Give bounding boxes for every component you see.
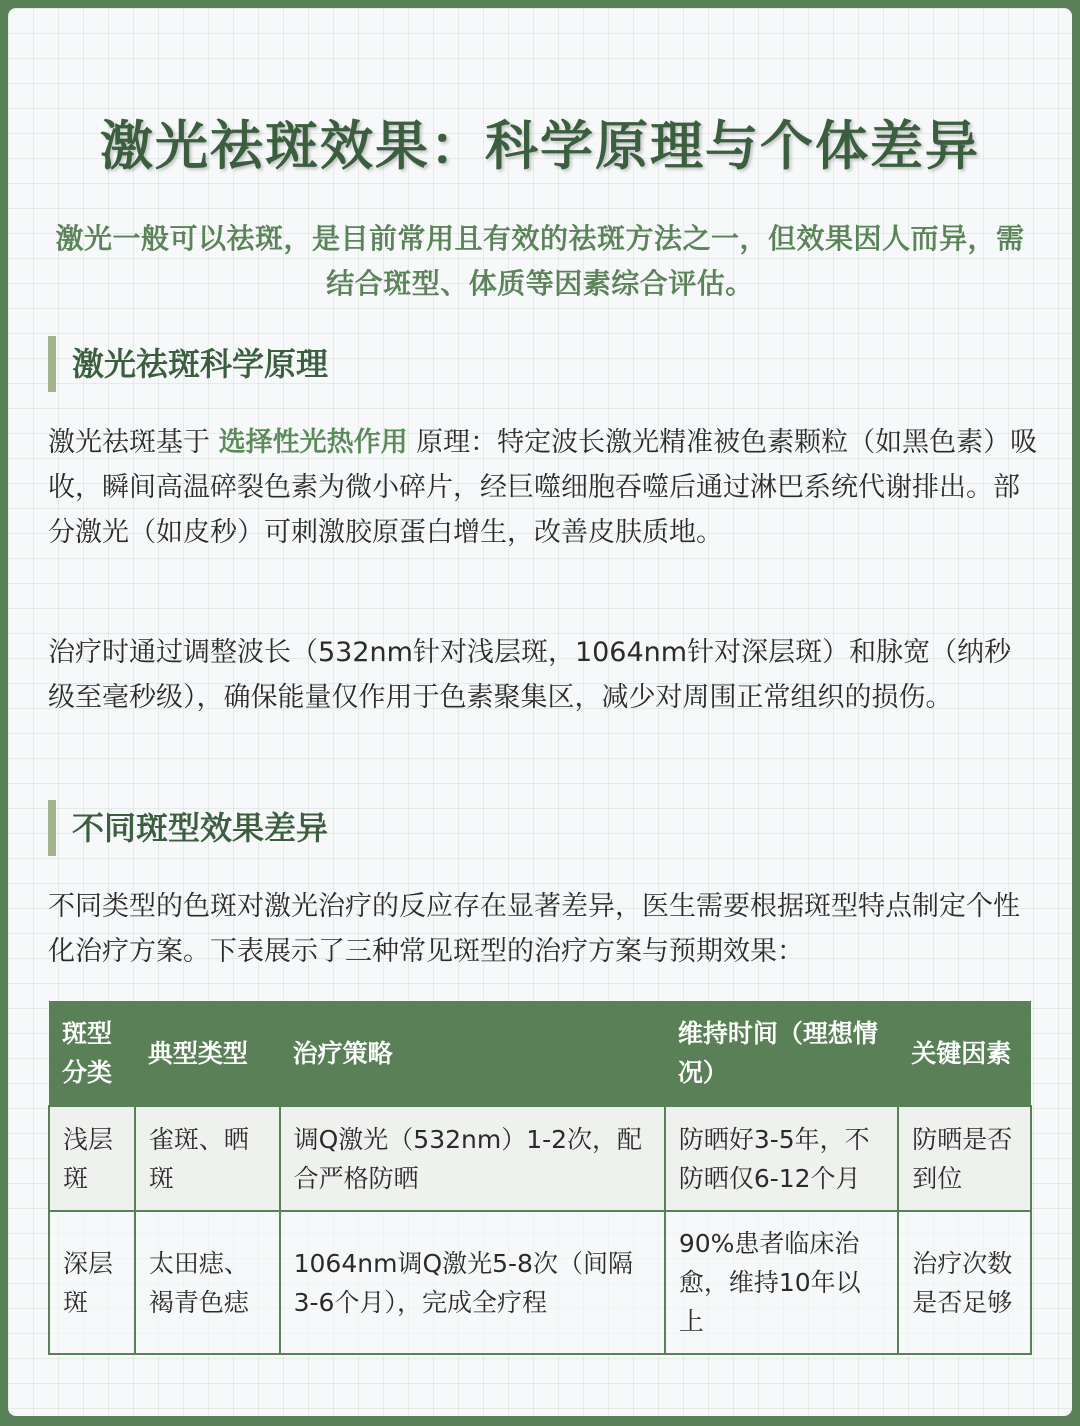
highlight-term: 选择性光热作用 [218, 427, 408, 458]
section-heading-principle: 激光祛斑科学原理 [48, 336, 328, 392]
section-heading-differences: 不同斑型效果差异 [48, 800, 328, 856]
para-text: 激光祛斑基于 [48, 427, 219, 458]
column-header: 关键因素 [898, 1001, 1031, 1106]
para-text: 原理：特定波长激光精准被色素颗粒（如黑色素）吸收，瞬间高温碎裂色素为微小碎片，经巨噬细胞吞噬后通过淋巴系统代谢排出。部分激光（如皮秒）可刺激胶原蛋白增生，改善皮肤质地。 [48, 427, 1038, 548]
column-header: 典型类型 [135, 1001, 280, 1106]
table-cell: 深层斑 [49, 1211, 135, 1354]
table-cell: 调Q激光（532nm）1-2次，配合严格防晒 [280, 1106, 665, 1211]
table-row [49, 1211, 1031, 1354]
table-cell: 浅层斑 [49, 1106, 135, 1211]
principle-paragraph-1 [48, 420, 1038, 555]
column-header: 维持时间（理想情况） [665, 1001, 898, 1106]
table-cell: 1064nm调Q激光5-8次（间隔3-6个月），完成全疗程 [280, 1211, 665, 1354]
principle-paragraph-2: 治疗时通过调整波长（532nm针对浅层斑，1064nm针对深层斑）和脉宽（纳秒级至毫秒级），确保能量仅作用于色素聚集区，减少对周围正常组织的损伤。 [48, 637, 1012, 713]
table-cell: 90%患者临床治愈，维持10年以上 [665, 1211, 898, 1354]
page-title: 激光祛斑效果：科学原理与个体差异 [100, 116, 980, 177]
page-subtitle: 激光一般可以祛斑，是目前常用且有效的祛斑方法之一，但效果因人而异，需结合斑型、体质等因素综合评估。 [55, 222, 1025, 300]
column-header: 斑型分类 [49, 1001, 135, 1106]
table-cell: 防晒是否到位 [898, 1106, 1031, 1211]
spot-type-table [48, 1001, 1032, 1355]
differences-paragraph: 不同类型的色斑对激光治疗的反应存在显著差异，医生需要根据斑型特点制定个性化治疗方案。下表展示了三种常见斑型的治疗方案与预期效果： [48, 891, 1020, 967]
column-header: 治疗策略 [280, 1001, 665, 1106]
table-cell: 雀斑、晒斑 [135, 1106, 280, 1211]
table-header-row [49, 1001, 1031, 1106]
table-row [49, 1106, 1031, 1211]
table-cell: 太田痣、褐青色痣 [135, 1211, 280, 1354]
table-cell: 治疗次数是否足够 [898, 1211, 1031, 1354]
table-cell: 防晒好3-5年，不防晒仅6-12个月 [665, 1106, 898, 1211]
